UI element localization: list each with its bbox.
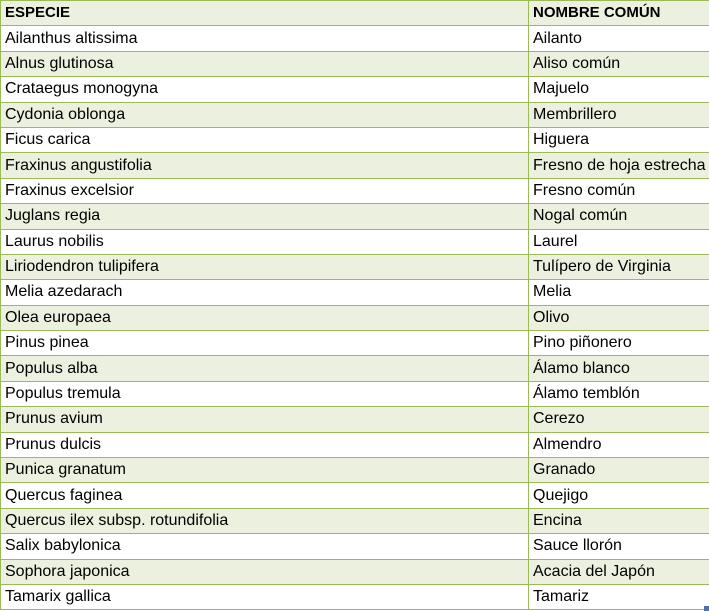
cell-nombre-comun: Quejigo [529,483,709,508]
table-row [1,26,709,51]
cell-especie: Quercus faginea [1,483,529,508]
table-row [1,127,709,152]
table-row [1,534,709,559]
table-row [1,432,709,457]
cell-nombre-comun: Granado [529,458,709,483]
cell-nombre-comun: Cerezo [529,407,709,432]
cell-nombre-comun: Álamo blanco [529,356,709,381]
cell-especie: Liriodendron tulipifera [1,254,529,279]
table-row [1,102,709,127]
table-row [1,254,709,279]
table-row [1,381,709,406]
cell-nombre-comun: Álamo temblón [529,381,709,406]
cell-nombre-comun: Tulípero de Virginia [529,254,709,279]
table-row [1,508,709,533]
cell-especie: Alnus glutinosa [1,51,529,76]
cell-especie: Quercus ilex subsp. rotundifolia [1,508,529,533]
table-row [1,458,709,483]
header-nombre-comun: NOMBRE COMÚN [529,1,709,26]
table-row [1,77,709,102]
cell-nombre-comun: Acacia del Japón [529,559,709,584]
cell-nombre-comun: Pino piñonero [529,331,709,356]
cell-especie: Ailanthus altissima [1,26,529,51]
resize-handle-icon[interactable] [704,606,709,611]
cell-especie: Ficus carica [1,127,529,152]
cell-especie: Populus tremula [1,381,529,406]
cell-especie: Melia azedarach [1,280,529,305]
cell-especie: Pinus pinea [1,331,529,356]
cell-nombre-comun: Membrillero [529,102,709,127]
table-row [1,305,709,330]
cell-nombre-comun: Sauce llorón [529,534,709,559]
cell-nombre-comun: Melia [529,280,709,305]
cell-nombre-comun: Higuera [529,127,709,152]
table-row [1,559,709,584]
table-row [1,204,709,229]
cell-nombre-comun: Tamariz [529,584,709,609]
cell-nombre-comun: Almendro [529,432,709,457]
cell-nombre-comun: Encina [529,508,709,533]
cell-especie: Cydonia oblonga [1,102,529,127]
cell-nombre-comun: Laurel [529,229,709,254]
cell-especie: Salix babylonica [1,534,529,559]
cell-especie: Crataegus monogyna [1,77,529,102]
cell-nombre-comun: Majuelo [529,77,709,102]
cell-especie: Punica granatum [1,458,529,483]
header-especie: ESPECIE [1,1,529,26]
cell-especie: Populus alba [1,356,529,381]
cell-especie: Prunus dulcis [1,432,529,457]
cell-especie: Laurus nobilis [1,229,529,254]
header-row [1,1,709,26]
cell-nombre-comun: Ailanto [529,26,709,51]
cell-especie: Olea europaea [1,305,529,330]
table-row [1,356,709,381]
cell-nombre-comun: Aliso común [529,51,709,76]
table-row [1,153,709,178]
cell-nombre-comun: Fresno de hoja estrecha [529,153,709,178]
cell-especie: Fraxinus excelsior [1,178,529,203]
table-row [1,584,709,609]
table-row [1,407,709,432]
table-row [1,51,709,76]
table-row [1,331,709,356]
cell-especie: Prunus avium [1,407,529,432]
cell-especie: Juglans regia [1,204,529,229]
table-row [1,483,709,508]
table-row [1,280,709,305]
table-row [1,229,709,254]
cell-nombre-comun: Nogal común [529,204,709,229]
cell-especie: Fraxinus angustifolia [1,153,529,178]
cell-nombre-comun: Olivo [529,305,709,330]
cell-especie: Tamarix gallica [1,584,529,609]
cell-especie: Sophora japonica [1,559,529,584]
table-row [1,178,709,203]
cell-nombre-comun: Fresno común [529,178,709,203]
